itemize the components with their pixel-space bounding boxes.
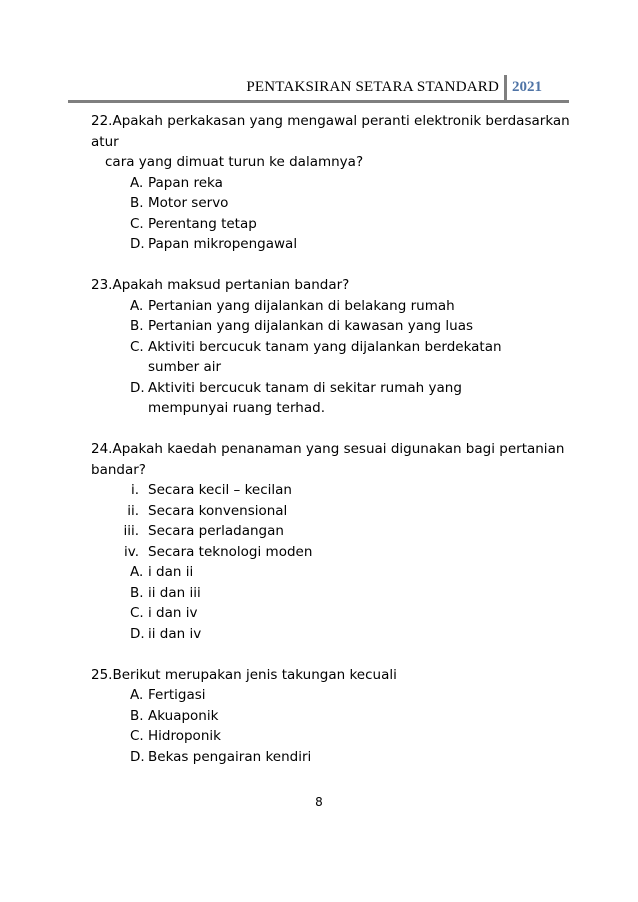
options-list: [91, 296, 581, 419]
statement-iv: [91, 542, 581, 563]
option-label: D.: [130, 748, 145, 765]
question-22: [91, 111, 581, 255]
option-a: [91, 562, 581, 583]
question-24: [91, 439, 581, 644]
option-c: [91, 726, 581, 747]
statement-iii: [91, 521, 581, 542]
question-stem: [91, 665, 581, 686]
question-stem: [91, 111, 581, 152]
header-year: 2021: [512, 79, 542, 95]
question-text-line1: Apakah kaedah penanaman yang sesuai digunakan bagi pertanian bandar?: [91, 441, 565, 478]
option-c: [91, 603, 581, 624]
option-d: [91, 234, 581, 255]
question-number: 25.: [91, 666, 113, 683]
option-label: B.: [130, 318, 144, 334]
option-text: Papan reka: [148, 174, 223, 191]
statement-label: ii.: [127, 502, 139, 519]
option-text: Aktiviti bercucuk tanam di sekitar rumah yang mempunyai ruang terhad.: [148, 379, 462, 416]
options-list: [91, 173, 581, 255]
option-text: ii dan iv: [148, 625, 202, 642]
statement-text: Secara teknologi moden: [148, 543, 313, 560]
option-d: [91, 378, 581, 419]
options-list: [91, 685, 581, 767]
option-a: [91, 173, 581, 194]
option-text: Pertanian yang dijalankan di kawasan yang luas: [148, 318, 474, 334]
statement-ii: [91, 501, 581, 522]
statement-text: Secara konvensional: [148, 502, 288, 519]
option-d: [91, 747, 581, 768]
option-text: Perentang tetap: [148, 215, 257, 232]
option-label: A.: [130, 174, 144, 191]
option-label: B.: [130, 584, 144, 601]
question-spacer: [91, 644, 581, 665]
question-text-line1: Berikut merupakan jenis takungan kecuali: [112, 666, 397, 683]
statement-text: Secara kecil – kecilan: [148, 482, 292, 498]
header-separator: [504, 75, 507, 101]
option-a: [91, 296, 581, 317]
question-23: [91, 275, 581, 419]
option-b: [91, 583, 581, 604]
question-number: 24.: [91, 441, 113, 457]
question-number: 23.: [91, 277, 113, 293]
option-label: B.: [130, 195, 144, 211]
question-stem: [91, 275, 581, 296]
option-text: i dan ii: [148, 564, 194, 580]
question-text-line1: Apakah maksud pertanian bandar?: [112, 277, 350, 293]
statement-label: iv.: [124, 543, 139, 560]
statement-label: iii.: [123, 523, 139, 539]
header-rule: [68, 100, 569, 103]
option-label: C.: [130, 605, 144, 621]
option-c: [91, 214, 581, 235]
option-label: D.: [130, 625, 145, 642]
option-label: D.: [130, 236, 145, 252]
option-text: Pertanian yang dijalankan di belakang rumah: [148, 297, 455, 314]
option-label: C.: [130, 215, 144, 232]
option-d: [91, 624, 581, 645]
option-a: [91, 685, 581, 706]
option-b: [91, 316, 581, 337]
question-content: [91, 111, 581, 767]
option-text: Aktiviti bercucuk tanam yang dijalankan berdekatan sumber air: [148, 338, 502, 375]
question-spacer: [91, 419, 581, 440]
option-label: C.: [130, 728, 144, 744]
option-c: [91, 337, 581, 378]
option-text: Fertigasi: [148, 687, 206, 703]
statement-i: [91, 480, 581, 501]
option-text: Bekas pengairan kendiri: [148, 748, 312, 765]
page-header: [68, 75, 569, 101]
page-number: 8: [315, 795, 323, 809]
header-title: PENTAKSIRAN SETARA STANDARD: [246, 79, 499, 95]
statement-label: i.: [130, 482, 139, 498]
option-label: C.: [130, 338, 144, 355]
question-text-line1: Apakah perkakasan yang mengawal peranti elektronik berdasarkan atur: [91, 113, 570, 150]
option-text: Papan mikropengawal: [148, 236, 298, 252]
option-text: Akuaponik: [148, 707, 219, 724]
options-list: [91, 562, 581, 644]
option-text: ii dan iii: [148, 584, 201, 601]
option-text: Hidroponik: [148, 728, 221, 744]
statement-text: Secara perladangan: [148, 523, 284, 539]
option-b: [91, 193, 581, 214]
question-number: 22.: [91, 113, 113, 129]
option-label: A.: [130, 687, 144, 703]
question-spacer: [91, 255, 581, 276]
question-text-line2: cara yang dimuat turun ke dalamnya?: [105, 154, 364, 170]
option-label: A.: [130, 297, 144, 314]
option-b: [91, 706, 581, 727]
option-text: Motor servo: [148, 195, 229, 211]
question-stem: [91, 439, 581, 480]
statements-list: [91, 480, 581, 562]
option-label: D.: [130, 379, 145, 396]
option-label: B.: [130, 707, 144, 724]
question-25: [91, 665, 581, 768]
option-text: i dan iv: [148, 605, 198, 621]
option-label: A.: [130, 564, 144, 580]
